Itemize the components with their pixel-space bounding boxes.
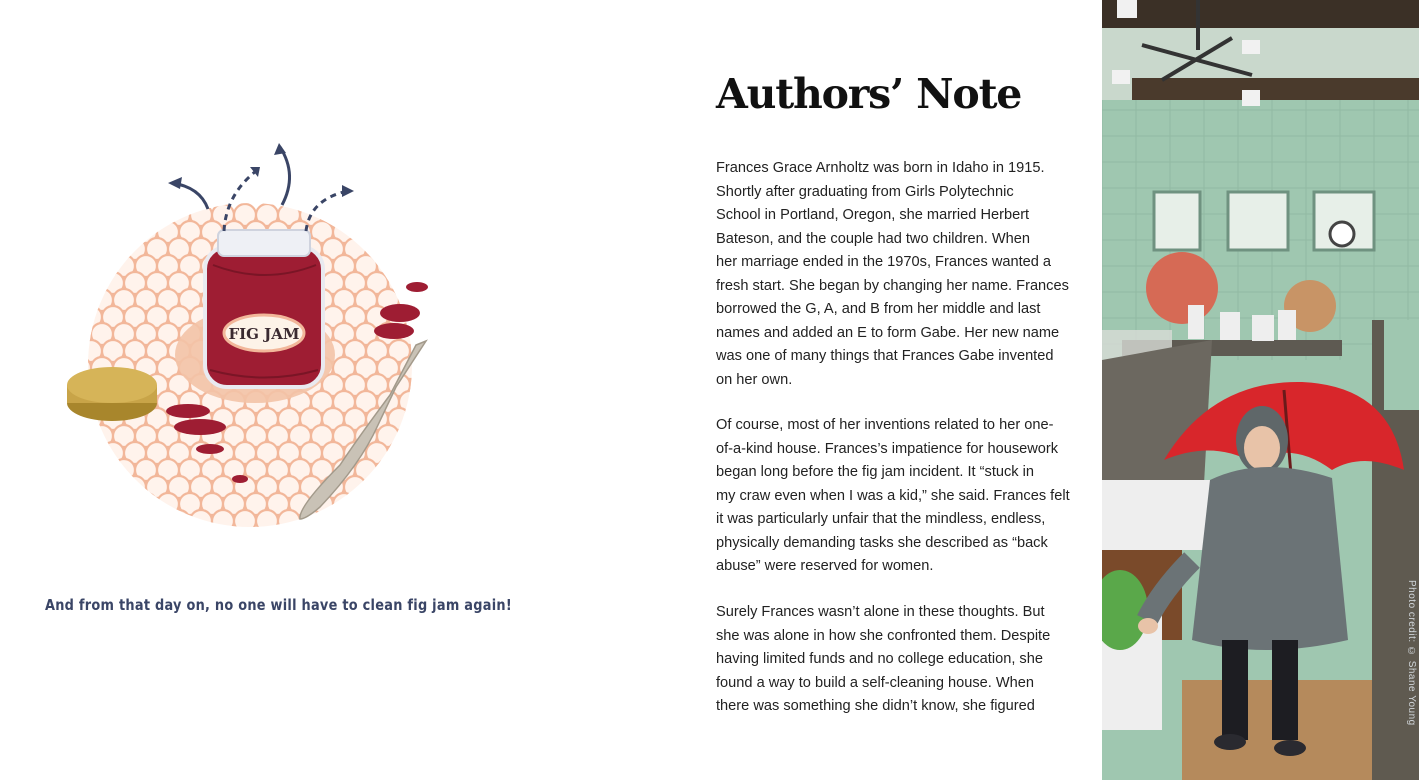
doily-scallop [399, 493, 421, 515]
doily-scallop [91, 221, 113, 243]
doily-scallop [168, 510, 190, 532]
text-line: of-a-kind house. Frances’s impatience for housework [716, 440, 1059, 457]
doily-scallop [377, 459, 399, 481]
doily-scallop [410, 510, 432, 532]
doily-scallop [69, 255, 91, 277]
doily-scallop [80, 238, 102, 260]
doily-scallop [102, 510, 124, 532]
doily-scallop [146, 204, 168, 226]
text-line: her marriage ended in the 1970s, Frances wanted a [716, 254, 1052, 270]
text-line: was one of many things that Frances Gabe invented [716, 348, 1054, 364]
doily-scallop [69, 493, 91, 515]
text-line: borrowed the G, A, and B from her middle and last [716, 301, 1041, 317]
text-line: my craw even when I was a kid,” she said. Frances felt [716, 487, 1070, 504]
doily-scallop [366, 510, 388, 532]
text-line: physically demanding tasks she described as “back [716, 534, 1048, 551]
doily-scallop [377, 221, 399, 243]
doily-scallop [124, 204, 146, 226]
text-line: found a way to build a self-cleaning house. When [716, 674, 1035, 691]
doily-scallop [410, 374, 432, 396]
doily-scallop [344, 510, 366, 532]
arrow-icon [280, 147, 290, 205]
paragraph-2 [716, 414, 1084, 579]
doily-scallop [102, 476, 124, 498]
doily-scallop [355, 221, 377, 243]
doily-scallop [157, 493, 179, 515]
doily-scallop [113, 493, 135, 515]
authors-note [716, 0, 1086, 780]
doily-scallop [146, 510, 168, 532]
doily-scallop [69, 323, 91, 345]
text-line: abuse” were reserved for women. [716, 558, 934, 574]
text-line: on her own. [716, 371, 793, 388]
doily-scallop [355, 493, 377, 515]
text-line: Of course, most of her inventions related to her one- [716, 417, 1054, 433]
page-title: Authors’ Note [716, 70, 1022, 118]
doily-scallop [69, 425, 91, 447]
doily-scallop [69, 289, 91, 311]
text-line: Shortly after graduating from Girls Polytechnic [716, 183, 1014, 200]
text-line: it was particularly unfair that the mindless, endless, [716, 511, 1046, 527]
left-page [0, 0, 700, 780]
doily-scallop [322, 510, 344, 532]
doily-scallop [234, 510, 256, 532]
doily-scallop [344, 476, 366, 498]
doily-scallop [410, 408, 432, 430]
doily-scallop [399, 425, 421, 447]
text-line: Surely Frances wasn’t alone in these thoughts. But [716, 604, 1045, 620]
doily-scallop [80, 272, 102, 294]
doily-scallop [399, 255, 421, 277]
text-line: there was something she didn’t know, she figured [716, 698, 1035, 714]
doily-scallop [410, 204, 432, 226]
doily-scallop [102, 204, 124, 226]
doily-scallop [410, 476, 432, 498]
text-line: names and added an E to form Gabe. Her new name [716, 324, 1060, 341]
doily-scallop [102, 238, 124, 260]
doily-scallop [190, 510, 212, 532]
doily-scallop [278, 510, 300, 532]
fig-jam-jar [205, 230, 323, 387]
text-line: having limited funds and no college education, she [716, 651, 1043, 667]
doily-scallop [124, 476, 146, 498]
doily-scallop [388, 510, 410, 532]
doily-scallop [69, 221, 91, 243]
jar-lid [67, 367, 157, 421]
doily-scallop [366, 204, 388, 226]
doily-scallop [113, 221, 135, 243]
jar-label: FIG JAM [228, 325, 300, 343]
doily-scallop [80, 510, 102, 532]
doily-scallop [212, 510, 234, 532]
doily-scallop [91, 493, 113, 515]
doily-scallop [333, 493, 355, 515]
doily-scallop [388, 442, 410, 464]
doily-scallop [399, 221, 421, 243]
doily-scallop [124, 510, 146, 532]
doily-scallop [377, 493, 399, 515]
photo-credit: Photo credit: © Shane Young [1406, 580, 1417, 726]
photo-frances-gabe [1102, 0, 1419, 780]
doily-scallop [80, 476, 102, 498]
text-line: Bateson, and the couple had two children. When [716, 230, 1030, 247]
text-line: fresh start. She began by changing her name. Frances [716, 277, 1069, 294]
doily-scallop [366, 476, 388, 498]
doily-scallop [344, 204, 366, 226]
doily-scallop [388, 204, 410, 226]
fig-jam-illustration [60, 135, 460, 535]
doily-scallop [388, 476, 410, 498]
doily-scallop [135, 493, 157, 515]
doily-scallop [256, 510, 278, 532]
doily-scallop [113, 459, 135, 481]
doily-scallop [91, 255, 113, 277]
text-line: began long before the fig jam incident. It “stuck in [716, 464, 1035, 480]
doily-scallop [399, 459, 421, 481]
paragraph-1 [716, 157, 1084, 392]
doily-scallop [388, 238, 410, 260]
doily-scallop [80, 442, 102, 464]
text-line: she was alone in how she confronted them. Despite [716, 627, 1051, 644]
illustration-caption: And from that day on, no one will have to clean fig jam again! [45, 596, 512, 614]
text-line: School in Portland, Oregon, she married Herbert [716, 207, 1030, 223]
doily-scallop [80, 204, 102, 226]
photo-image [1102, 0, 1419, 780]
doily-scallop [91, 459, 113, 481]
doily-scallop [410, 442, 432, 464]
doily-scallop [69, 459, 91, 481]
doily-scallop [410, 238, 432, 260]
text-line: Frances Grace Arnholtz was born in Idaho in 1915. [716, 160, 1045, 176]
paragraph-3 [716, 601, 1084, 719]
